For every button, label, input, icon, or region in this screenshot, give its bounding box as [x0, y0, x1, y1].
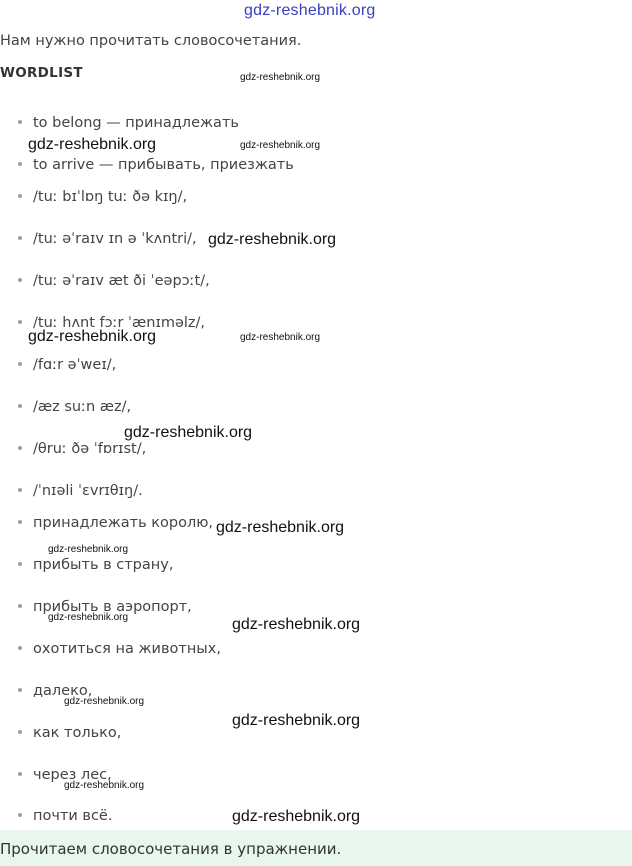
watermark: gdz-reshebnik.org [124, 424, 253, 441]
list-item: /ˈnɪəli ˈɛvrɪθɪŋ/. [18, 483, 143, 499]
list-item: далеко, [18, 683, 92, 699]
bullet-icon [18, 688, 22, 692]
bullet-icon [18, 520, 22, 524]
bullet-icon [18, 194, 22, 198]
footer-banner [0, 830, 632, 866]
list-item: принадлежать королю, [18, 515, 213, 531]
list-item: to belong — принадлежать [18, 115, 239, 131]
bullet-icon [18, 446, 22, 450]
bullet-icon [18, 320, 22, 324]
bullet-icon [18, 120, 22, 124]
watermark: gdz-reshebnik.org [232, 808, 361, 825]
watermark: gdz-reshebnik.org [64, 780, 145, 791]
bullet-icon [18, 162, 22, 166]
list-item: /θruː ðə ˈfɒrɪst/, [18, 441, 146, 457]
list-item: /tuː hʌnt fɔːr ˈænɪməlz/, [18, 315, 205, 331]
watermark-top: gdz-reshebnik.org [244, 2, 376, 19]
bullet-icon [18, 362, 22, 366]
list-item: to arrive — прибывать, приезжать [18, 157, 294, 173]
list-item: /tuː bɪˈlɒŋ tuː ðə kɪŋ/, [18, 189, 187, 205]
watermark: gdz-reshebnik.org [232, 712, 361, 729]
list-item: через лес, [18, 767, 112, 783]
bullet-icon [18, 646, 22, 650]
list-item: прибыть в аэропорт, [18, 599, 192, 615]
watermark: gdz-reshebnik.org [240, 332, 321, 343]
watermark: gdz-reshebnik.org [28, 136, 157, 153]
bullet-icon [18, 604, 22, 608]
list-item: охотиться на животных, [18, 641, 221, 657]
watermark: gdz-reshebnik.org [48, 612, 129, 623]
list-item: /fɑːr əˈweɪ/, [18, 357, 116, 373]
list-item: /æz suːn æz/, [18, 399, 131, 415]
bullet-icon [18, 813, 22, 817]
bullet-icon [18, 236, 22, 240]
bullet-icon [18, 488, 22, 492]
watermark: gdz-reshebnik.org [216, 519, 345, 536]
watermark: gdz-reshebnik.org [240, 140, 321, 151]
watermark: gdz-reshebnik.org [232, 616, 361, 633]
list-item: почти всё. [18, 808, 112, 824]
intro-text: Нам нужно прочитать словосочетания. [0, 33, 302, 49]
list-item: прибыть в страну, [18, 557, 173, 573]
bullet-icon [18, 772, 22, 776]
watermark: gdz-reshebnik.org [28, 328, 157, 345]
bullet-icon [18, 730, 22, 734]
watermark: gdz-reshebnik.org [208, 231, 337, 248]
watermark: gdz-reshebnik.org [48, 544, 129, 555]
bullet-icon [18, 404, 22, 408]
list-item: /tuː əˈraɪv æt ði ˈeəpɔːt/, [18, 273, 210, 289]
watermark: gdz-reshebnik.org [240, 72, 321, 83]
bullet-icon [18, 562, 22, 566]
watermark: gdz-reshebnik.org [64, 696, 145, 707]
footer-text: Прочитаем словосочетания в упражнении. [0, 840, 342, 858]
list-item: /tuː əˈraɪv ɪn ə ˈkʌntri/, [18, 231, 197, 247]
wordlist-heading: WORDLIST [0, 65, 83, 81]
list-item: как только, [18, 725, 121, 741]
bullet-icon [18, 278, 22, 282]
